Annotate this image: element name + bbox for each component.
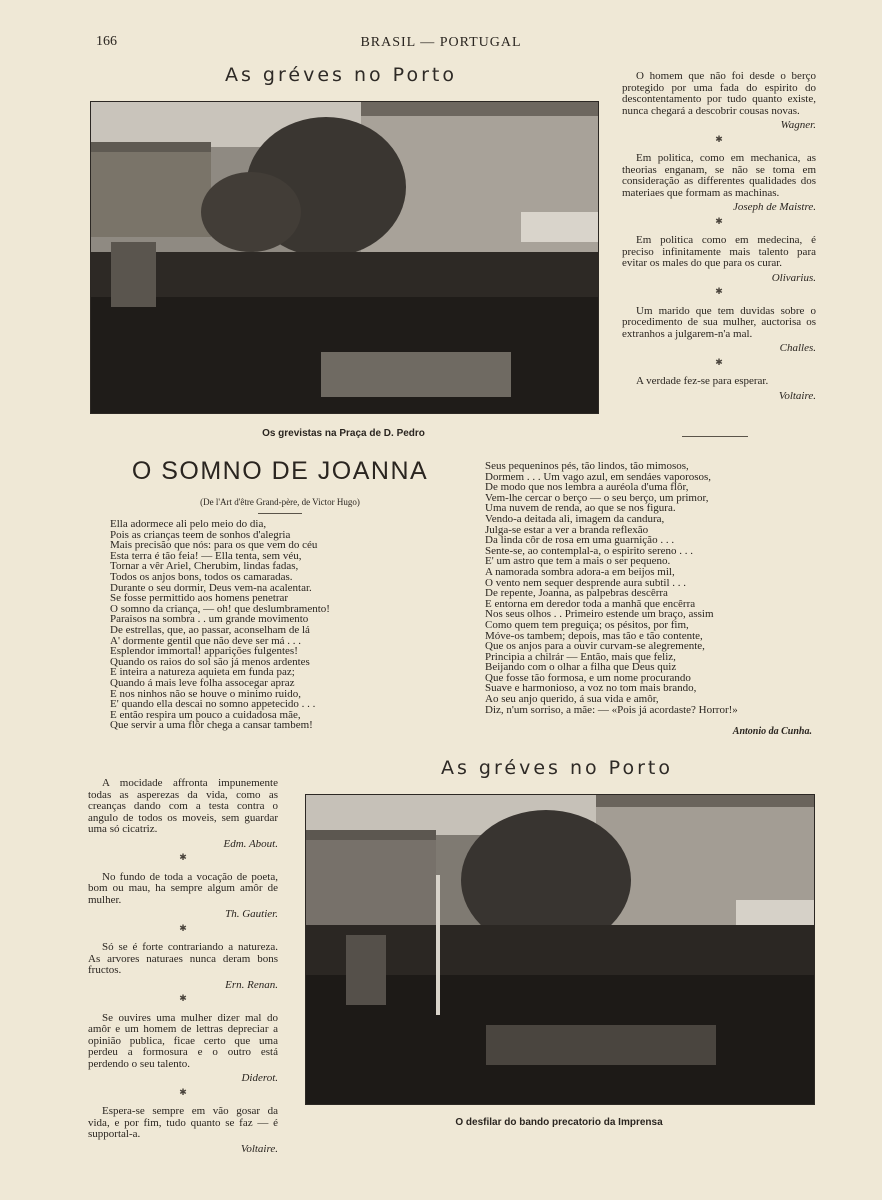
poem-column-right bbox=[485, 461, 815, 715]
poem-line: E então respira um pouco a cuidadosa mãe, bbox=[110, 708, 301, 721]
quote-text: Em politica, como em mechanica, as theorias enganam, se não se toma em consideração as differentes qualidades dos materiaes que formam as machinas. bbox=[622, 152, 816, 199]
poem-line: Tornar a vêr Ariel, Cherubim, lindas fadas, bbox=[110, 560, 299, 573]
poem-line: Quando os raios do sol são já menos ardentes bbox=[110, 655, 310, 668]
top-section-title: As gréves no Porto bbox=[225, 64, 457, 86]
quote-text: Em politica como em medecina, é preciso infinitamente mais talento para evitar os males do que para os curar. bbox=[622, 234, 816, 269]
running-title: BRASIL — PORTUGAL bbox=[360, 35, 522, 50]
poem-line: Quando á mais leve folha assocegar apraz bbox=[110, 676, 295, 689]
poem-line: De estrellas, que, ao passar, aconselham de lá bbox=[110, 623, 310, 636]
poem-line: E inteira a natureza aquieta em funda paz; bbox=[110, 666, 295, 679]
poem-line: Vendo-a deitada ali, imagem da candura, bbox=[485, 512, 665, 525]
quote-author: Diderot. bbox=[241, 1072, 278, 1084]
ornament-icon: ✱ bbox=[179, 993, 187, 1003]
poem-line: Esta terra é tão feia! — Ella tenta, sem véu, bbox=[110, 549, 302, 562]
quote-author: Voltaire. bbox=[240, 1142, 278, 1155]
poem-line: Dormem . . . Um vago azul, em sendáes vaporosos, bbox=[485, 470, 712, 483]
divider-rule bbox=[258, 513, 302, 514]
poem-line: E' quando ella descai no somno appetecido . . . bbox=[110, 698, 316, 711]
poem-line: Móve-os tambem; depois, mas tão e tão contente, bbox=[485, 629, 703, 642]
poem-line: Durante o seu dormir, Deus vem-na acalentar. bbox=[110, 581, 312, 594]
top-photo-strikers-square bbox=[90, 101, 599, 414]
quote-text: A verdade fez-se para esperar. bbox=[636, 375, 769, 387]
bottom-section-title: As gréves no Porto bbox=[441, 757, 673, 779]
quote-text: O homem que não foi desde o berço protegido por uma fada do espirito do descontentamento por tudo quanto existe, nunca chegará a descobrir cousas novas. bbox=[622, 70, 816, 117]
page-number: 166 bbox=[96, 34, 117, 49]
poem-line: A namorada sombra adora-a em beijos mil, bbox=[485, 565, 675, 578]
quote-author: Edm. About. bbox=[223, 837, 278, 850]
poem-line: Se fosse permittido aos homens penetrar bbox=[110, 592, 289, 605]
poem-line: O vento nem sequer desprende aura subtil . . . bbox=[485, 576, 686, 589]
poem-line: Suave e harmonioso, a voz no tom mais brando, bbox=[485, 682, 697, 695]
poem-line: Ao seu anjo querido, á sua vida e amôr, bbox=[485, 693, 659, 706]
ornament-icon: ✱ bbox=[715, 133, 723, 144]
quote-text: Espera-se sempre em vão gosar da vida, e por fim, tudo quanto se faz — é supportal-a. bbox=[88, 1105, 278, 1140]
quote-author: Ern. Renan. bbox=[225, 978, 278, 991]
poem-line: Como quem tem preguiça; os pésitos, por fim, bbox=[485, 618, 689, 631]
quote-author: Th. Gautier. bbox=[225, 908, 278, 920]
poem-line: Sente-se, ao contemplal-a, o espirito sereno . . . bbox=[485, 544, 694, 557]
bottom-photo-caption: O desfilar do bando precatorio da Imprensa bbox=[455, 1117, 663, 1128]
poem-line: A' dormente gentil que não deve ser má . . . bbox=[110, 634, 302, 647]
poem-line: Mais precisão que nós: para os que vem do céu bbox=[110, 539, 318, 552]
poem-line: Esplendor immortal! apparições fulgentes! bbox=[110, 645, 298, 658]
quote-author: Olivarius. bbox=[771, 271, 816, 284]
right-quotes-column bbox=[622, 71, 816, 402]
quote-author: Joseph de Maistre. bbox=[733, 201, 816, 213]
poem-line: De modo que nos lembra a auréola d'uma flôr, bbox=[485, 481, 689, 494]
poem-line: E entorna em deredor toda a manhã que encêrra bbox=[485, 597, 696, 610]
ornament-icon: ✱ bbox=[179, 922, 187, 933]
quote-author: Voltaire. bbox=[778, 389, 816, 402]
poem-line: Nos seus olhos . . Primeiro estende um braço, assim bbox=[485, 608, 714, 621]
poem-line: Que fosse tão formosa, e um nome procurando bbox=[485, 671, 691, 684]
bottom-photo-procession bbox=[305, 794, 815, 1105]
poem-line: Paraisos na sombra . . um grande movimento bbox=[110, 613, 309, 626]
poem-line: Beijando com o olhar a filha que Deus quiz bbox=[485, 661, 677, 674]
ornament-icon: ✱ bbox=[715, 356, 723, 367]
quote-text: Se ouvires uma mulher dizer mal do amôr e um homem de lettras depreciar a opinião publica, ficae certo que uma perdeu a formosura e o outro está perdendo o seu talento. bbox=[88, 1011, 278, 1070]
ornament-icon: ✱ bbox=[715, 215, 723, 226]
poem-author: Antonio da Cunha. bbox=[732, 726, 812, 737]
quote-text: Um marido que tem duvidas sobre o procedimento de sua mulher, auctorisa os extranhos a julgarem-n'a mal. bbox=[622, 304, 816, 340]
poem-line: Todos os anjos bons, todos os camaradas. bbox=[110, 570, 293, 583]
ornament-icon: ✱ bbox=[715, 286, 723, 296]
poem-column-left bbox=[110, 519, 480, 731]
poem-line: Que os anjos para a ouvir curvam-se alegremente, bbox=[485, 640, 705, 653]
quote-text: No fundo de toda a vocação de poeta, bom ou mau, ha sempre algum amôr de mulher. bbox=[88, 870, 278, 906]
poem-line: Julga-se estar a ver a branda reflexão bbox=[485, 523, 649, 536]
divider-rule bbox=[682, 436, 748, 437]
poem-subtitle: (De l'Art d'être Grand-père, de Victor Hugo) bbox=[200, 497, 360, 507]
poem-line: Vem-lhe cercar o berço — o seu berço, um primor, bbox=[485, 491, 709, 504]
quote-author: Challes. bbox=[779, 342, 816, 354]
poem-line: Seus pequeninos pés, tão lindos, tão mimosos, bbox=[485, 460, 689, 472]
top-photo-caption: Os grevistas na Praça de D. Pedro bbox=[262, 428, 425, 439]
ornament-icon: ✱ bbox=[179, 1086, 187, 1097]
poem-line: Da linda côr de rosa em uma guarnição . . . bbox=[485, 534, 675, 547]
poem-line: Diz, n'um sorriso, a mãe: — «Pois já acordaste? Horror!» bbox=[485, 703, 738, 716]
poem-line: Que servir a uma flôr chega a cansar tambem! bbox=[110, 719, 313, 732]
quote-text: Só se é forte contrariando a natureza. As arvores naturaes nunca deram bons fructos. bbox=[88, 941, 278, 976]
poem-line: E nos ninhos não se houve o minimo ruido, bbox=[110, 687, 301, 700]
poem-line: Principia a chilrár — Então, mais que feliz, bbox=[485, 650, 676, 663]
poem-line: E' um astro que tem a mais o ser pequeno. bbox=[485, 555, 671, 568]
ornament-icon: ✱ bbox=[179, 852, 187, 862]
poem-line: Ella adormece ali pelo meio do dia, bbox=[110, 518, 267, 530]
poem-line: O somno da criança, — oh! que deslumbramento! bbox=[110, 602, 330, 615]
poem-line: De repente, Joanna, as palpebras descêrra bbox=[485, 587, 668, 600]
poem-title: O SOMNO DE JOANNA bbox=[131, 457, 429, 485]
poem-line: Uma nuvem de renda, ao que se nos figura. bbox=[485, 502, 676, 515]
quote-text: A mocidade affronta impunemente todas as asperezas da vida, como as creanças dando com a testa contra o angulo de todos os moveis, sem guardar uma só cicatriz. bbox=[88, 777, 278, 835]
quote-author: Wagner. bbox=[780, 119, 816, 131]
poem-line: Pois as crianças teem de sonhos d'alegria bbox=[110, 528, 291, 541]
left-quotes-column bbox=[88, 778, 278, 1155]
